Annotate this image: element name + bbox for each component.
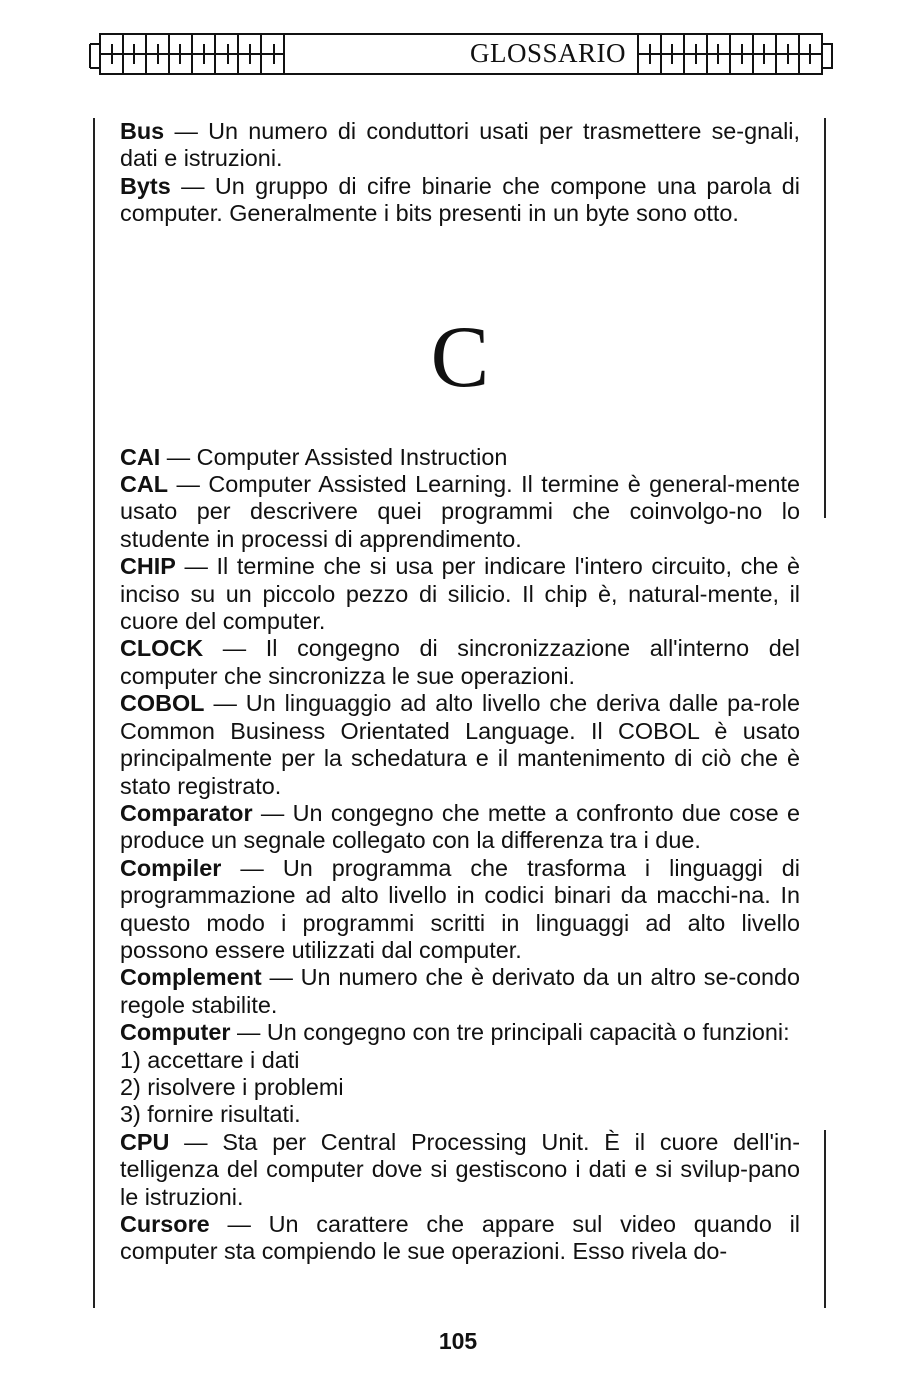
glossary-entry-complement (120, 964, 800, 1019)
page-number: 105 (438, 1328, 478, 1354)
entry-term: CLOCK (120, 635, 204, 662)
entry-definition: — Sta per Central Processing Unit. È il cuore dell'in-telligenza del computer dove si gestiscono i dati e si svilup-pano le istruzioni. (120, 1128, 800, 1210)
entry-definition: — Computer Assisted Instruction (160, 443, 508, 470)
glossary-entry-byts (120, 173, 800, 228)
entry-definition: — Un gruppo di cifre binarie che compone una parola di computer. Generalmente i bits presenti in un byte sono otto. (120, 172, 800, 227)
entry-definition: — Il termine che si usa per indicare l'intero circuito, che è inciso su un piccolo pezzo di silicio. Il chip è, natural-mente, il cuore del computer. (120, 553, 800, 635)
entry-definition: — Computer Assisted Learning. Il termine è general-mente usato per descrivere quei programmi che coinvolgo-no lo studente in processi di apprendimento. (120, 471, 800, 552)
entry-definition: — Un numero che è derivato da un altro se-condo regole stabilite. (120, 964, 800, 1018)
entry-term: Cursore (120, 1211, 210, 1237)
header-title: GLOSSARIO (469, 38, 627, 68)
entry-term: Computer (120, 1019, 231, 1046)
entry-term: Complement (120, 964, 262, 991)
left-margin-rule (93, 118, 95, 1308)
entry-definition: — Il congegno di sincronizzazione all'interno del computer che sincronizza le sue operazioni. (120, 635, 800, 689)
entry-definition: — Un carattere che appare sul video quando il computer sta compiendo le sue operazioni. Esso rivela do- (120, 1211, 800, 1265)
entry-definition: — Un congegno con tre principali capacità o funzioni: (230, 1019, 790, 1046)
entry-term: Bus (120, 118, 165, 144)
entry-definition: — Un congegno che mette a confronto due cose e produce un segnale collegato con la differenza tra i due. (120, 799, 800, 854)
glossary-entry-chip (120, 553, 800, 635)
entry-term: Compiler (120, 854, 222, 881)
running-header (88, 30, 834, 78)
entry-term: CPU (120, 1128, 170, 1155)
glossary-content (120, 118, 800, 1266)
computer-function-item: 2) risolvere i problemi (120, 1073, 344, 1100)
entry-term: COBOL (120, 690, 205, 717)
section-letter: C (430, 308, 490, 406)
entry-term: Comparator (120, 799, 253, 826)
right-margin-rule-top (824, 118, 826, 518)
computer-function-item: 1) accettare i dati (120, 1046, 300, 1073)
entry-definition: — Un linguaggio ad alto livello che deriva dalle pa-role Common Business Orientated Language. Il COBOL è usato principalmente per la schedatura e il mantenimento di ciò che è stato registrato. (120, 690, 800, 799)
glossary-entry-computer (120, 1019, 800, 1046)
entry-term: Byts (120, 172, 171, 199)
entry-definition: — Un programma che trasforma i linguaggi di programmazione ad alto livello in codici binari da macchi-na. In questo modo i programmi scritti in linguaggi ad alto livello possono essere utilizzati dal computer. (120, 854, 800, 963)
entry-term: CAL (120, 471, 169, 498)
glossary-entry-comparator (120, 800, 800, 855)
glossary-entry-cobol (120, 690, 800, 800)
computer-function-item: 3) fornire risultati. (120, 1101, 301, 1128)
glossary-entry-cal (120, 471, 800, 553)
glossary-entry-clock (120, 635, 800, 690)
glossary-entry-bus (120, 118, 800, 173)
right-margin-rule-bottom (824, 1130, 826, 1308)
entry-term: CAI (120, 443, 161, 470)
entry-term: CHIP (120, 553, 176, 580)
glossary-entry-compiler (120, 855, 800, 965)
entry-definition: — Un numero di conduttori usati per trasmettere se-gnali, dati e istruzioni. (120, 118, 800, 172)
glossary-entry-cursore (120, 1211, 800, 1266)
glossary-entry-cai (120, 444, 800, 471)
glossary-entry-cpu (120, 1129, 800, 1211)
